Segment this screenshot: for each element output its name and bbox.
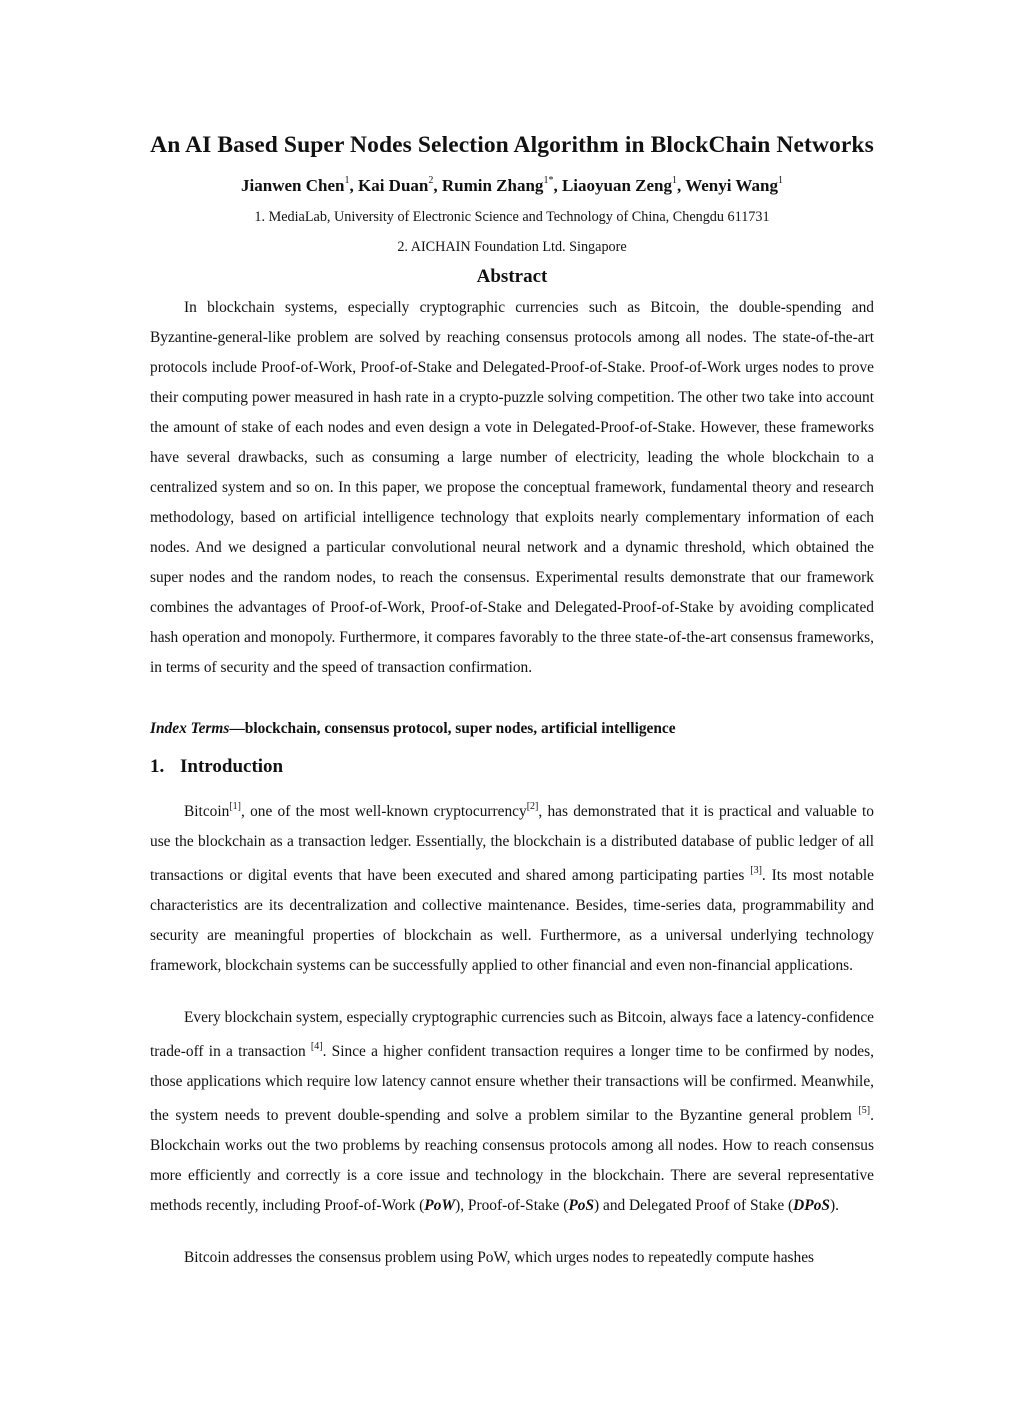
- citation-ref: [5]: [858, 1105, 871, 1117]
- index-terms: [150, 714, 874, 744]
- citation-ref: [2]: [526, 801, 539, 812]
- author-name: Liaoyuan Zeng: [561, 176, 672, 195]
- text-run: . Since a higher confident transaction requires a longer time to be confirmed by nodes, those applications which require low latency cannot ensure whether their transactions will be confirmed. Meanwhile, the system needs to prevent double-spending and solve a problem similar to the Byzantine general problem: [150, 1043, 874, 1125]
- author-name: Kai Duan: [357, 176, 429, 195]
- author-affil-mark: 1: [777, 175, 783, 187]
- author-name: Wenyi Wang: [685, 176, 778, 195]
- abstract-text: In blockchain systems, especially cryptographic currencies such as Bitcoin, the double-spending and Byzantine-general-like problem are solved by reaching consensus protocols among all nodes. The state-of-the-art protocols include Proof-of-Work, Proof-of-Stake and Delegated-Proof-of-Stake. Proof-of-Work urges nodes to prove their computing power measured in hash rate in a crypto-puzzle solving competition. The other two take into account the amount of stake of each nodes and even design a vote in Delegated-Proof-of-Stake. However, these frameworks have several drawbacks, such as consuming a large number of electricity, leading the whole blockchain to a centralized system and so on. In this paper, we propose the conceptual framework, fundamental theory and research methodology, based on artificial intelligence technology that exploits nearly complementary information of each nodes. And we designed a particular convolutional neural network and a dynamic threshold, which obtained the super nodes and the random nodes, to reach the consensus. Experimental results demonstrate that our framework combines the advantages of Proof-of-Work, Proof-of-Stake and Delegated-Proof-of-Stake by avoiding complicated hash operation and monopoly. Furthermore, it compares favorably to the three state-of-the-art consensus frameworks, in terms of security and the speed of transaction confirmation.: [150, 299, 874, 676]
- author-name: Rumin Zhang: [441, 176, 544, 195]
- text-run: ).: [829, 1197, 839, 1215]
- index-terms-label: Index Terms: [150, 720, 230, 737]
- text-run: Bitcoin: [184, 803, 230, 821]
- text-run: , one of the most well-known cryptocurrency: [241, 803, 527, 821]
- author-affil-mark: 1: [672, 175, 677, 187]
- affiliation-1: 1. MediaLab, University of Electronic Science and Technology of China, Chengdu 611731: [254, 209, 770, 225]
- author-name: Jianwen Chen: [241, 176, 345, 195]
- text-run: ), Proof-of-Stake (: [455, 1197, 569, 1215]
- intro-paragraph-3: Bitcoin addresses the consensus problem using PoW, which urges nodes to repeatedly compute hashes: [184, 1249, 815, 1266]
- author-affil-mark: 2: [428, 175, 434, 187]
- citation-ref: [4]: [310, 1041, 323, 1052]
- text-run: . Its most notable characteristics are its decentralization and collective maintenance. Besides, time-series data, programmability and security are meaningful properties of blockchain as well. Furthermore, as a universal underlying technology framework, blockchain systems can be successfully applied to other financial and even non-financial applications.: [150, 867, 875, 975]
- intro-paragraph-1: [150, 793, 874, 981]
- text-run: . Blockchain works out the two problems by reaching consensus protocols among all nodes. How to reach consensus more efficiently and correctly is a core issue and technology in the blockchain. There are several representative methods recently, including Proof-of-Work (: [150, 1107, 874, 1215]
- section-heading: [150, 756, 283, 778]
- author-list: Jianwen Chen$^1$, Kai Duan$^2$, Rumin Zhang$^{1*}$, Liaoyuan Zeng$^1$, Wenyi Wang$^1$: [241, 175, 783, 195]
- abbreviation: PoS: [568, 1197, 595, 1215]
- citation-ref: [3]: [750, 865, 762, 877]
- index-terms-dash: —: [229, 720, 245, 737]
- index-terms-value: blockchain, consensus protocol, super nodes, artificial intelligence: [244, 720, 676, 737]
- text-run: , has demonstrated that it is practical and valuable to use the blockchain as a transaction ledger. Essentially, the blockchain is a distributed database of public ledger of all transactions or digital events that have been executed and shared among participating parties: [150, 803, 874, 885]
- abbreviation: PoW: [424, 1197, 456, 1215]
- abbreviation: DPoS: [793, 1197, 830, 1215]
- affiliation-2: 2. AICHAIN Foundation Ltd. Singapore: [397, 239, 627, 255]
- section-number: 1.: [150, 756, 165, 777]
- author-affil-mark: 1*: [543, 175, 554, 187]
- text-run: Every blockchain system, especially cryptographic currencies such as Bitcoin, always face a latency-confidence trade-off in a transaction: [150, 1009, 874, 1061]
- author-affil-mark: 1: [344, 175, 350, 187]
- text-run: ) and Delegated Proof of Stake (: [594, 1197, 794, 1215]
- intro-paragraph-2: [150, 1003, 874, 1221]
- paper-title: An AI Based Super Nodes Selection Algorithm in BlockChain Networks: [150, 132, 874, 158]
- abstract-heading: Abstract: [476, 266, 548, 287]
- citation-ref: [1]: [229, 801, 241, 812]
- section-title: Introduction: [180, 756, 284, 777]
